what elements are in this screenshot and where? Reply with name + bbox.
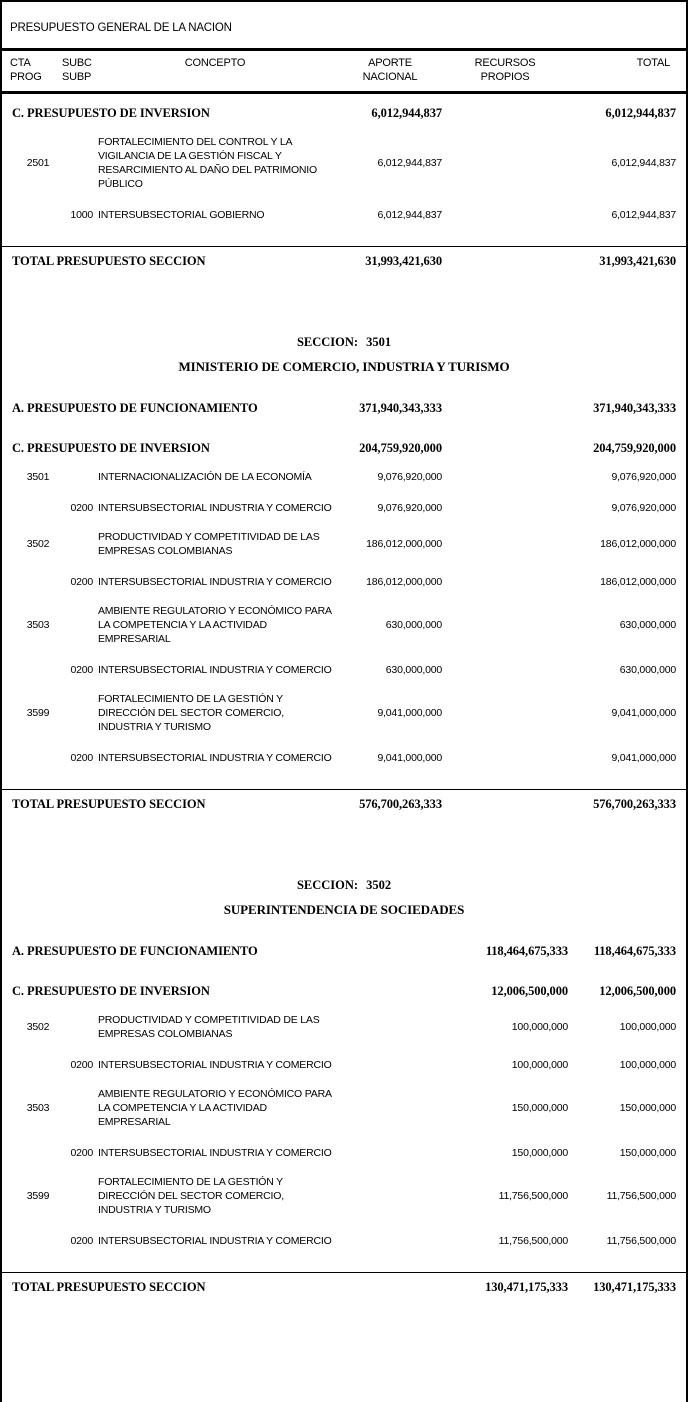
total-cell: 6,012,944,837: [605, 106, 676, 120]
total-cell: 371,940,343,333: [593, 401, 676, 415]
section-code: 3502: [366, 878, 392, 892]
concepto-cell: INTERSUBSECTORIAL INDUSTRIA Y COMERCIO: [98, 576, 332, 588]
total-cell: 11,756,500,000: [606, 1190, 676, 1202]
aporte-nacional-cell: 6,012,944,837: [377, 209, 442, 221]
aporte-nacional-cell: 9,076,920,000: [377, 471, 442, 483]
total-cell: 9,076,920,000: [611, 471, 676, 483]
table-row-subprogram: [2, 575, 686, 589]
table-row-program: [2, 470, 686, 484]
recursos-propios-cell: 150,000,000: [511, 1102, 568, 1114]
table-row-category: [2, 944, 686, 958]
table-row-subprogram: [2, 1058, 686, 1072]
concepto-cell: INTERSUBSECTORIAL INDUSTRIA Y COMERCIO: [98, 1059, 332, 1071]
concepto-cell: INTERNACIONALIZACIÓN DE LA ECONOMÍA: [98, 471, 312, 483]
col-header-subc-subp: [60, 56, 98, 84]
total-cell: 9,076,920,000: [611, 502, 676, 514]
col-header-aporte-line2: NACIONAL: [362, 71, 418, 83]
concepto-cell: FORTALECIMIENTO DE LA GESTIÓN Y DIRECCIÓN DEL SECTOR COMERCIO, INDUSTRIA Y TURISMO: [98, 693, 284, 733]
concepto-cell: INTERSUBSECTORIAL INDUSTRIA Y COMERCIO: [98, 1147, 332, 1159]
subprogram-code-cell: 0200: [70, 576, 93, 588]
table-row-program: [2, 604, 686, 646]
subprogram-code-cell: 1000: [70, 209, 93, 221]
subprogram-code-cell: 0200: [70, 1147, 93, 1159]
category-label: C. PRESUPUESTO DE INVERSION: [12, 984, 210, 998]
header-divider: [2, 91, 686, 94]
table-row-subprogram: [2, 1146, 686, 1160]
table-row-category: [2, 401, 686, 415]
table-row-subprogram: [2, 751, 686, 765]
concepto-cell: AMBIENTE REGULATORIO Y ECONÓMICO PARA LA COMPETENCIA Y LA ACTIVIDAD EMPRESARIAL: [98, 605, 332, 645]
total-cell: 150,000,000: [619, 1147, 676, 1159]
concepto-cell: PRODUCTIVIDAD Y COMPETITIVIDAD DE LAS EMPRESAS COLOMBIANAS: [98, 531, 320, 557]
section-code: 3501: [366, 335, 392, 349]
table-row-category: [2, 441, 686, 455]
aporte-nacional-cell: 630,000,000: [385, 664, 442, 676]
aporte-nacional-cell: 31,993,421,630: [365, 254, 442, 268]
subprogram-code-cell: 0200: [70, 752, 93, 764]
subprogram-code-cell: 0200: [70, 1059, 93, 1071]
concepto-cell: INTERSUBSECTORIAL GOBIERNO: [98, 209, 265, 221]
table-row-program: [2, 692, 686, 734]
col-header-cta-line1: CTA: [10, 57, 31, 69]
table-row-program: [2, 1175, 686, 1217]
subprogram-code-cell: 0200: [70, 502, 93, 514]
program-code-cell: 3503: [26, 619, 50, 631]
table-row-total: [2, 247, 686, 275]
section-name: MINISTERIO DE COMERCIO, INDUSTRIA Y TURISMO: [178, 359, 510, 374]
table-row-subprogram: [2, 1234, 686, 1248]
total-cell: 630,000,000: [619, 619, 676, 631]
col-header-subc-line1: SUBC: [62, 57, 92, 69]
section-heading: [2, 878, 686, 918]
program-code-cell: 3502: [26, 1021, 50, 1033]
total-cell: 576,700,263,333: [593, 797, 676, 811]
concepto-cell: PRODUCTIVIDAD Y COMPETITIVIDAD DE LAS EMPRESAS COLOMBIANAS: [98, 1014, 320, 1040]
recursos-propios-cell: 118,464,675,333: [485, 944, 568, 958]
aporte-nacional-cell: 630,000,000: [385, 619, 442, 631]
section-name: SUPERINTENDENCIA DE SOCIEDADES: [223, 902, 465, 917]
total-label: TOTAL PRESUPUESTO SECCION: [12, 797, 206, 811]
aporte-nacional-cell: 9,076,920,000: [377, 502, 442, 514]
total-label: TOTAL PRESUPUESTO SECCION: [12, 1280, 206, 1294]
total-cell: 100,000,000: [619, 1021, 676, 1033]
section-heading: [2, 335, 686, 375]
col-header-total-label: TOTAL: [636, 57, 670, 69]
table-header: [2, 51, 686, 91]
table-row-total: [2, 790, 686, 818]
subprogram-code-cell: 0200: [70, 1235, 93, 1247]
program-code-cell: 2501: [26, 157, 50, 169]
aporte-nacional-cell: 204,759,920,000: [359, 441, 442, 455]
table-row-program: [2, 530, 686, 558]
recursos-propios-cell: 11,756,500,000: [498, 1235, 568, 1247]
total-cell: 6,012,944,837: [611, 157, 676, 169]
col-header-recursos-line2: PROPIOS: [480, 71, 530, 83]
col-header-recursos-propios: [442, 56, 568, 84]
category-label: C. PRESUPUESTO DE INVERSION: [12, 441, 210, 455]
col-header-aporte-nacional: [338, 56, 442, 84]
col-header-aporte-line1: APORTE: [368, 57, 412, 69]
recursos-propios-cell: 130,471,175,333: [485, 1280, 568, 1294]
total-label: TOTAL PRESUPUESTO SECCION: [12, 254, 206, 268]
table-row-total: [2, 1273, 686, 1301]
program-code-cell: 3599: [26, 1190, 50, 1202]
section-label: SECCION:: [296, 335, 359, 349]
concepto-cell: INTERSUBSECTORIAL INDUSTRIA Y COMERCIO: [98, 664, 332, 676]
concepto-cell: AMBIENTE REGULATORIO Y ECONÓMICO PARA LA COMPETENCIA Y LA ACTIVIDAD EMPRESARIAL: [98, 1088, 332, 1128]
col-header-concepto: [98, 56, 338, 70]
aporte-nacional-cell: 371,940,343,333: [359, 401, 442, 415]
total-cell: 150,000,000: [619, 1102, 676, 1114]
recursos-propios-cell: 11,756,500,000: [498, 1190, 568, 1202]
table-row-category: [2, 106, 686, 120]
col-header-total: [568, 56, 676, 70]
total-cell: 186,012,000,000: [600, 538, 676, 550]
program-code-cell: 3502: [26, 538, 50, 550]
aporte-nacional-cell: 186,012,000,000: [366, 538, 442, 550]
concepto-cell: INTERSUBSECTORIAL INDUSTRIA Y COMERCIO: [98, 502, 332, 514]
col-header-cta-prog: [10, 56, 60, 84]
total-cell: 12,006,500,000: [599, 984, 676, 998]
total-cell: 204,759,920,000: [593, 441, 676, 455]
total-cell: 118,464,675,333: [593, 944, 676, 958]
category-label: A. PRESUPUESTO DE FUNCIONAMIENTO: [12, 944, 258, 958]
category-label: A. PRESUPUESTO DE FUNCIONAMIENTO: [12, 401, 258, 415]
aporte-nacional-cell: 576,700,263,333: [359, 797, 442, 811]
subprogram-code-cell: 0200: [70, 664, 93, 676]
table-row-program: [2, 1087, 686, 1129]
page-title: PRESUPUESTO GENERAL DE LA NACION: [10, 22, 232, 34]
total-cell: 9,041,000,000: [611, 707, 676, 719]
concepto-cell: INTERSUBSECTORIAL INDUSTRIA Y COMERCIO: [98, 752, 332, 764]
table-row-category: [2, 984, 686, 998]
concepto-cell: INTERSUBSECTORIAL INDUSTRIA Y COMERCIO: [98, 1235, 332, 1247]
total-cell: 100,000,000: [619, 1059, 676, 1071]
col-header-concepto-label: CONCEPTO: [184, 57, 246, 69]
program-code-cell: 3599: [26, 707, 50, 719]
aporte-nacional-cell: 9,041,000,000: [377, 707, 442, 719]
total-cell: 31,993,421,630: [599, 254, 676, 268]
table-body: [2, 106, 686, 1301]
aporte-nacional-cell: 6,012,944,837: [371, 106, 442, 120]
total-cell: 9,041,000,000: [611, 752, 676, 764]
section-label: SECCION:: [296, 878, 359, 892]
aporte-nacional-cell: 6,012,944,837: [377, 157, 442, 169]
recursos-propios-cell: 150,000,000: [511, 1147, 568, 1159]
aporte-nacional-cell: 9,041,000,000: [377, 752, 442, 764]
section-code-line: [2, 335, 686, 350]
concepto-cell: FORTALECIMIENTO DE LA GESTIÓN Y DIRECCIÓN DEL SECTOR COMERCIO, INDUSTRIA Y TURISMO: [98, 1176, 284, 1216]
total-cell: 186,012,000,000: [600, 576, 676, 588]
category-label: C. PRESUPUESTO DE INVERSION: [12, 106, 210, 120]
recursos-propios-cell: 100,000,000: [511, 1021, 568, 1033]
table-row-program: [2, 1013, 686, 1041]
total-cell: 6,012,944,837: [611, 209, 676, 221]
recursos-propios-cell: 100,000,000: [511, 1059, 568, 1071]
section-code-line: [2, 878, 686, 893]
aporte-nacional-cell: 186,012,000,000: [366, 576, 442, 588]
total-cell: 11,756,500,000: [606, 1235, 676, 1247]
total-cell: 130,471,175,333: [593, 1280, 676, 1294]
table-row-subprogram: [2, 663, 686, 677]
concepto-cell: FORTALECIMIENTO DEL CONTROL Y LA VIGILANCIA DE LA GESTIÓN FISCAL Y RESARCIMIENTO AL DAÑO DEL PATRIMONIO PÚBLICO: [98, 136, 317, 190]
total-cell: 630,000,000: [619, 664, 676, 676]
table-row-program: [2, 135, 686, 191]
program-code-cell: 3501: [26, 471, 50, 483]
recursos-propios-cell: 12,006,500,000: [491, 984, 568, 998]
program-code-cell: 3503: [26, 1102, 50, 1114]
table-row-subprogram: [2, 501, 686, 515]
col-header-cta-line2: PROG: [10, 71, 42, 83]
col-header-recursos-line1: RECURSOS: [474, 57, 536, 69]
table-row-subprogram: [2, 208, 686, 222]
col-header-subc-line2: SUBP: [62, 71, 92, 83]
